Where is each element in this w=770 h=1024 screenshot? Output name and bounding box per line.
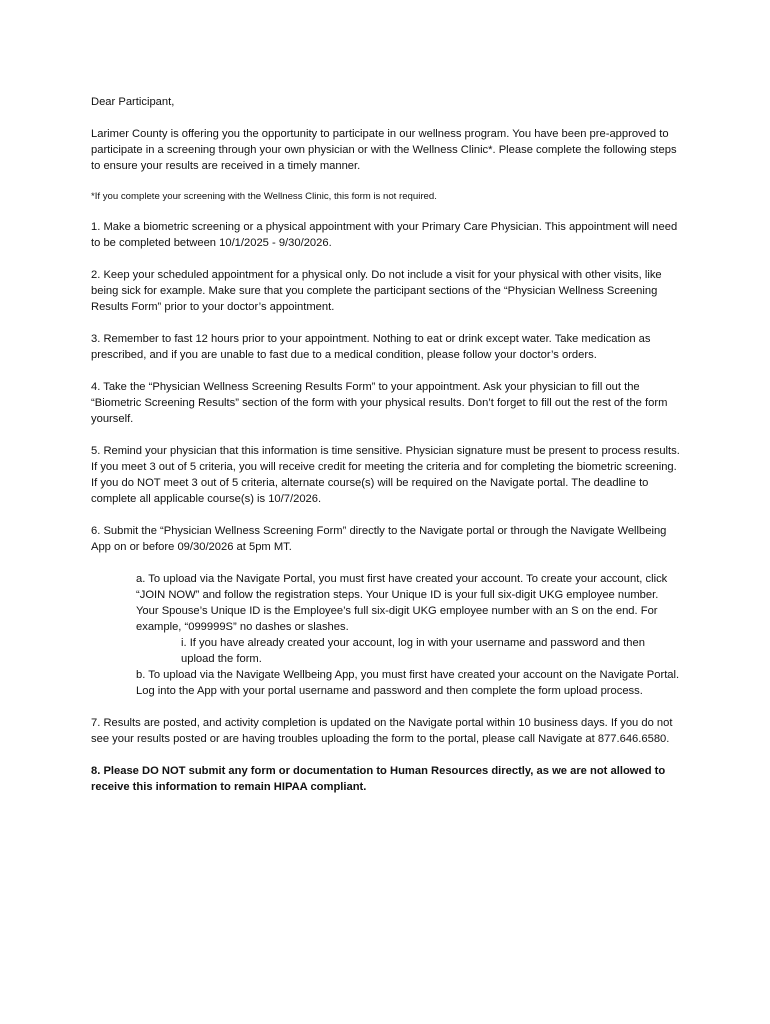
substep-a: a. To upload via the Navigate Portal, you must first have created your account. To create your account, click “JOIN NOW” and follow the registration steps. Your Unique ID is your full six-digit UKG employee number. Your Spouse’s Unique ID is the Employee’s full six-digit UKG employee number with an S on the end. For example, “099999S” no dashes or slashes. [136,573,668,633]
substep-a-i: i. If you have already created your account, log in with your username and password and then upload the form. [181,637,645,665]
letter-body [91,94,681,811]
step-3: 3. Remember to fast 12 hours prior to your appointment. Nothing to eat or drink except water. Take medication as prescribed, and if you are unable to fast due to a medical condition, please follow your doctor’s orders. [91,333,651,361]
step-6: 6. Submit the “Physician Wellness Screening Form” directly to the Navigate portal or through the Navigate Wellbeing App on or before 09/30/2026 at 5pm MT. [91,525,667,553]
step-4: 4. Take the “Physician Wellness Screening Results Form” to your appointment. Ask your physician to fill out the “Biometric Screening Results” section of the form with your physical results. Don’t forget to fill out the rest of the form yourself. [91,381,668,425]
substep-b: b. To upload via the Navigate Wellbeing App, you must first have created your account on the Navigate Portal. Log into the App with your portal username and password and then complete the form upload process. [136,669,680,697]
step-1: 1. Make a biometric screening or a physical appointment with your Primary Care Physician. This appointment will need to be completed between 10/1/2025 - 9/30/2026. [91,221,678,249]
step-2: 2. Keep your scheduled appointment for a physical only. Do not include a visit for your physical with other visits, like being sick for example. Make sure that you complete the participant sections of the “Physician Wellness Screening Results Form” prior to your doctor’s appointment. [91,269,662,313]
step-8: 8. Please DO NOT submit any form or documentation to Human Resources directly, as we are not allowed to receive this information to remain HIPAA compliant. [91,765,666,793]
step-7: 7. Results are posted, and activity completion is updated on the Navigate portal within 10 business days. If you do not see your results posted or are having troubles uploading the form to the portal, please call Navigate at 877.646.6580. [91,717,673,745]
footnote: *If you complete your screening with the Wellness Clinic, this form is not required. [91,191,437,202]
step-5: 5. Remind your physician that this information is time sensitive. Physician signature must be present to process results. If you meet 3 out of 5 criteria, you will receive credit for meeting the criteria and for completing the biometric screening. If you do NOT meet 3 out of 5 criteria, alternate course(s) will be required on the Navigate portal. The deadline to complete all applicable course(s) is 10/7/2026. [91,445,680,505]
intro-paragraph: Larimer County is offering you the opportunity to participate in our wellness program. You have been pre-approved to participate in a screening through your own physician or with the Wellness Clinic*. Please complete the following steps to ensure your results are received in a timely manner. [91,128,677,172]
salutation: Dear Participant, [91,96,175,108]
